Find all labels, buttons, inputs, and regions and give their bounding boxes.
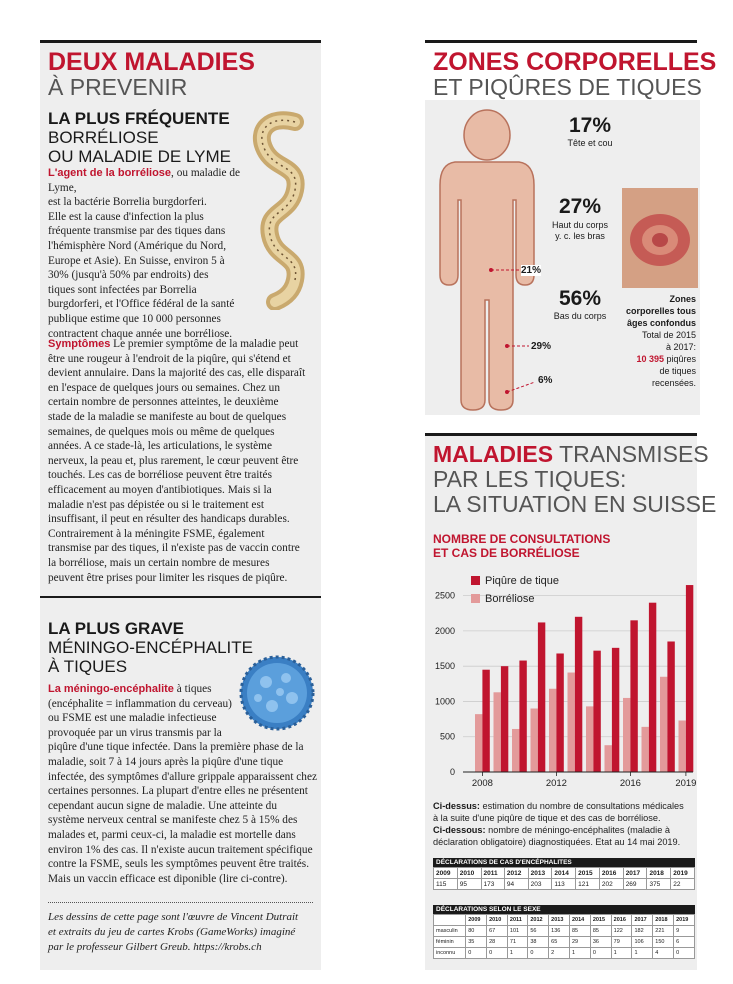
t1-year-cell: 2017 bbox=[623, 868, 647, 879]
bar-piqure-2009 bbox=[501, 666, 508, 772]
bar-borreliose-2017 bbox=[642, 727, 649, 772]
t2-year-cell: 2016 bbox=[611, 915, 632, 926]
legend-swatch-0 bbox=[471, 576, 480, 585]
zones-top-rule bbox=[425, 40, 697, 43]
bar-piqure-2010 bbox=[519, 661, 526, 772]
t1-year-cell: 2015 bbox=[576, 868, 600, 879]
bar-borreliose-2015 bbox=[605, 745, 612, 772]
t2-value-cell: 0 bbox=[487, 948, 508, 959]
t2-year-cell: 2014 bbox=[569, 915, 590, 926]
bar-borreliose-2013 bbox=[568, 673, 575, 772]
head-pct: 17% bbox=[568, 114, 612, 137]
legend-label-0: Piqûre de tique bbox=[485, 575, 559, 587]
t2-row-label: féminin bbox=[434, 937, 466, 948]
table2 bbox=[433, 914, 695, 959]
t2-value-cell: 79 bbox=[611, 937, 632, 948]
table-row bbox=[434, 926, 695, 937]
t2-value-cell: 122 bbox=[611, 926, 632, 937]
t2-year-cell: 2017 bbox=[632, 915, 653, 926]
table-row bbox=[434, 937, 695, 948]
mark-21: 21% bbox=[521, 265, 542, 276]
t2-value-cell: 182 bbox=[632, 926, 653, 937]
y-tick-label: 1000 bbox=[434, 696, 455, 707]
t1-value-cell: 115 bbox=[434, 879, 458, 890]
table-sexe bbox=[433, 905, 695, 959]
borrelia-illustration bbox=[240, 110, 318, 310]
t1-year-cell: 2018 bbox=[647, 868, 671, 879]
y-tick-label: 2000 bbox=[434, 625, 455, 636]
s2-sub2: À TIQUES bbox=[48, 657, 128, 676]
lower-pct: 56% bbox=[558, 287, 602, 310]
s1-paragraph1: L'agent de la borréliose, ou maladie de Lyme, est la bactérie Borrelia burgdorferi. Elle est la cause d'infection la plus fréquente transmise par des tiques dans l'hémisphère Nord (Amérique du Nord, Europe et Asie). En Suisse, environ 5 à 30% (jusqu'à 50% par endroits) des tiques sont infectées par Borrelia burgdorferi, et l'Office fédéral de la santé publique estime que 10 000 personnes contractent chaque année une borréliose. bbox=[48, 167, 241, 340]
t1-value-cell: 94 bbox=[504, 879, 528, 890]
s2-paragraph: La méningo-encéphalite à tiques (encéphalite = inflammation du cerveau) ou FSME est une maladie infectieuse provoquée par un virus transmis par la piqûre d'une tique infectée. Dans la première phase de la maladie, soit 7 à 14 jours après la piqûre d'une tique infectée, des symptômes d'allure grippale apparaissent chez certaines personnes. La plupart d'entre elles ne présentent cependant aucun signe de maladie. Une atteinte du système nerveux central se manifeste chez 5 à 15% des malades et, parmi ceux-ci, la maladie est mortelle dans environ 1% des cas. Il n'existe aucun traitement spécifique contre la FSME, seuls les symptômes peuvent être traités. Mais un vaccin efficace est diponible (lire ci-contre). bbox=[48, 683, 317, 885]
bar-borreliose-2014 bbox=[586, 706, 593, 772]
t2-value-cell: 38 bbox=[528, 937, 549, 948]
t2-value-cell: 9 bbox=[674, 926, 695, 937]
t2-year-cell: 2011 bbox=[507, 915, 527, 926]
t2-year-cell: 2015 bbox=[590, 915, 611, 926]
bar-piqure-2008 bbox=[482, 670, 489, 772]
mark-29: 29% bbox=[531, 341, 552, 352]
t2-value-cell: 67 bbox=[487, 926, 508, 937]
t2-corner bbox=[434, 915, 466, 926]
t1-year-cell: 2019 bbox=[671, 868, 695, 879]
s1-paragraph2: Symptômes Le premier symptôme de la maladie peut être une rougeur à l'endroit de la piqûre, qui s'étend et devient annulaire. Dans la majorité des cas, elle disparaît en l'espace de quelques jours ou semaines. Chez un certain nombre de personnes atteintes, le deuxième stade de la maladie se manifeste au bout de quelques semaines, de quelques mois ou même de quelques années. A ce stade-là, les articulations, le système nerveux, la peau et, plus rarement, le cœur peuvent être touchés. Les cas de borréliose peuvent être traités efficacement au moyen d'antibiotiques. Mais si la maladie n'est pas dépistée ou si le traitement est insuffisant, il peut en résulter des handicaps durables. Contrairement à la méningite FSME, également transmise par des tiques, il n'existe pas de vaccin contre la borréliose, mais un certain nombre de mesures peuvent être prises pour limiter les risques de piqûre. bbox=[48, 338, 306, 584]
bar-borreliose-2010 bbox=[512, 729, 519, 772]
bar-piqure-2018 bbox=[667, 641, 674, 772]
bar-piqure-2016 bbox=[630, 620, 637, 772]
t2-year-cell: 2018 bbox=[653, 915, 674, 926]
bar-piqure-2017 bbox=[649, 603, 656, 772]
s2-sub1: MÉNINGO-ENCÉPHALITE bbox=[48, 638, 253, 657]
t1-value-cell: 173 bbox=[481, 879, 504, 890]
t1-value-cell: 202 bbox=[599, 879, 623, 890]
chart-caption: Ci-dessus: estimation du nombre de consultations médicales à la suite d'une piqûre de tique et des cas de borréliose. Ci-dessous: nombre de méningo-encéphalites (maladie à déclaration obligatoire) diagnostiquées. Etat au 14 mai 2019. bbox=[433, 801, 684, 847]
bar-piqure-2013 bbox=[575, 617, 582, 772]
maladies-title-line3: LA SITUATION EN SUISSE bbox=[433, 491, 717, 517]
t1-year-cell: 2013 bbox=[528, 868, 552, 879]
table1 bbox=[433, 867, 695, 890]
t2-value-cell: 221 bbox=[653, 926, 674, 937]
t2-value-cell: 1 bbox=[611, 948, 632, 959]
table1-title: DÉCLARATIONS DE CAS D'ENCÉPHALITES bbox=[433, 858, 695, 867]
t2-value-cell: 0 bbox=[466, 948, 487, 959]
bar-piqure-2019 bbox=[686, 585, 693, 772]
consultations-chart bbox=[425, 570, 697, 795]
t1-value-cell: 269 bbox=[623, 879, 647, 890]
t2-value-cell: 1 bbox=[569, 948, 590, 959]
zones-subtitle: ET PIQÛRES DE TIQUES bbox=[433, 74, 702, 100]
t2-value-cell: 1 bbox=[507, 948, 527, 959]
y-tick-label: 500 bbox=[439, 731, 455, 742]
t1-value-cell: 113 bbox=[552, 879, 576, 890]
zones-title: ZONES CORPORELLES bbox=[433, 48, 717, 76]
x-tick-label: 2008 bbox=[471, 778, 493, 789]
s1-sub1: BORRÉLIOSE bbox=[48, 128, 159, 147]
x-tick-label: 2016 bbox=[619, 778, 641, 789]
chart-title: NOMBRE DE CONSULTATIONS ET CAS DE BORRÉLIOSE bbox=[433, 532, 611, 560]
bar-piqure-2014 bbox=[593, 651, 600, 772]
t2-value-cell: 29 bbox=[569, 937, 590, 948]
credit-divider bbox=[48, 902, 313, 903]
bar-borreliose-2018 bbox=[660, 677, 667, 772]
t1-year-cell: 2010 bbox=[457, 868, 481, 879]
s2-kicker: LA PLUS GRAVE bbox=[48, 619, 185, 638]
maladies-top-rule bbox=[425, 433, 697, 436]
y-tick-label: 0 bbox=[449, 767, 455, 777]
left-panel bbox=[40, 40, 321, 970]
bar-piqure-2012 bbox=[556, 653, 563, 772]
s2-p-lead: La méningo-encéphalite bbox=[48, 683, 174, 695]
t1-value-cell: 203 bbox=[528, 879, 552, 890]
t2-year-cell: 2009 bbox=[466, 915, 487, 926]
t2-value-cell: 6 bbox=[674, 937, 695, 948]
t2-value-cell: 35 bbox=[466, 937, 487, 948]
x-tick-label: 2012 bbox=[545, 778, 567, 789]
mark-6: 6% bbox=[538, 375, 553, 386]
zones-note: Zones corporelles tous âges confondus Total de 2015 à 2017: 10 395 piqûres de tiques recensées. bbox=[625, 294, 696, 388]
maladies-title-line2: PAR LES TIQUES: bbox=[433, 466, 627, 492]
t1-year-cell: 2009 bbox=[434, 868, 458, 879]
maladies-title-line1: MALADIES TRANSMISES bbox=[433, 441, 709, 467]
t2-row-label: inconnu bbox=[434, 948, 466, 959]
section-divider bbox=[40, 596, 321, 598]
t2-value-cell: 101 bbox=[507, 926, 527, 937]
table-row bbox=[434, 948, 695, 959]
t2-value-cell: 85 bbox=[569, 926, 590, 937]
t2-value-cell: 2 bbox=[549, 948, 570, 959]
t2-row-label: masculin bbox=[434, 926, 466, 937]
t2-value-cell: 4 bbox=[653, 948, 674, 959]
bar-borreliose-2019 bbox=[679, 721, 686, 772]
t1-year-cell: 2014 bbox=[552, 868, 576, 879]
t1-year-cell: 2012 bbox=[504, 868, 528, 879]
s1-kicker: LA PLUS FRÉQUENTE bbox=[48, 109, 230, 128]
t1-year-cell: 2011 bbox=[481, 868, 504, 879]
bar-piqure-2015 bbox=[612, 648, 619, 772]
t2-value-cell: 150 bbox=[653, 937, 674, 948]
x-tick-label: 2019 bbox=[675, 778, 697, 789]
t2-value-cell: 0 bbox=[590, 948, 611, 959]
t2-value-cell: 71 bbox=[507, 937, 527, 948]
t2-value-cell: 106 bbox=[632, 937, 653, 948]
t2-value-cell: 65 bbox=[549, 937, 570, 948]
s1-p1-lead: L'agent de la borréliose bbox=[48, 167, 172, 179]
s1-sub2: OU MALADIE DE LYME bbox=[48, 147, 231, 166]
t1-value-cell: 95 bbox=[457, 879, 481, 890]
t2-value-cell: 0 bbox=[674, 948, 695, 959]
t1-value-cell: 22 bbox=[671, 879, 695, 890]
t2-value-cell: 136 bbox=[549, 926, 570, 937]
upper-label: Haut du corps y. c. les bras bbox=[551, 220, 609, 241]
t2-value-cell: 36 bbox=[590, 937, 611, 948]
t2-value-cell: 0 bbox=[528, 948, 549, 959]
bar-borreliose-2008 bbox=[475, 714, 482, 772]
s1-p2-lead: Symptômes bbox=[48, 338, 111, 350]
t2-value-cell: 28 bbox=[487, 937, 508, 948]
legend-label-1: Borréliose bbox=[485, 593, 535, 605]
bar-borreliose-2011 bbox=[531, 709, 538, 772]
bar-borreliose-2016 bbox=[623, 698, 630, 772]
legend-swatch-1 bbox=[471, 594, 480, 603]
left-title: DEUX MALADIES bbox=[48, 48, 255, 76]
bar-borreliose-2012 bbox=[549, 689, 556, 772]
top-rule bbox=[40, 40, 321, 43]
t2-value-cell: 56 bbox=[528, 926, 549, 937]
y-tick-label: 2500 bbox=[434, 590, 455, 601]
y-tick-label: 1500 bbox=[434, 661, 455, 672]
lower-label: Bas du corps bbox=[553, 311, 607, 321]
t2-value-cell: 1 bbox=[632, 948, 653, 959]
credit: Les dessins de cette page sont l'œuvre de Vincent Dutrait et extraits du jeu de cartes Krobs (GameWorks) imaginé par le professeur Gilbert Greub. https://krobs.ch bbox=[48, 911, 299, 953]
t1-value-cell: 121 bbox=[576, 879, 600, 890]
t2-year-cell: 2013 bbox=[549, 915, 570, 926]
t2-year-cell: 2019 bbox=[674, 915, 695, 926]
left-subtitle: À PREVENIR bbox=[48, 74, 188, 100]
t1-year-cell: 2016 bbox=[599, 868, 623, 879]
t2-year-cell: 2010 bbox=[487, 915, 508, 926]
table-encephalites bbox=[433, 858, 695, 890]
head-label: Tête et cou bbox=[567, 138, 613, 148]
bar-piqure-2011 bbox=[538, 622, 545, 772]
table2-title: DÉCLARATIONS SELON LE SEXE bbox=[433, 905, 695, 914]
upper-pct: 27% bbox=[558, 195, 602, 218]
t2-year-cell: 2012 bbox=[528, 915, 549, 926]
t1-value-cell: 375 bbox=[647, 879, 671, 890]
bar-borreliose-2009 bbox=[494, 692, 501, 772]
t2-value-cell: 80 bbox=[466, 926, 487, 937]
t2-value-cell: 85 bbox=[590, 926, 611, 937]
